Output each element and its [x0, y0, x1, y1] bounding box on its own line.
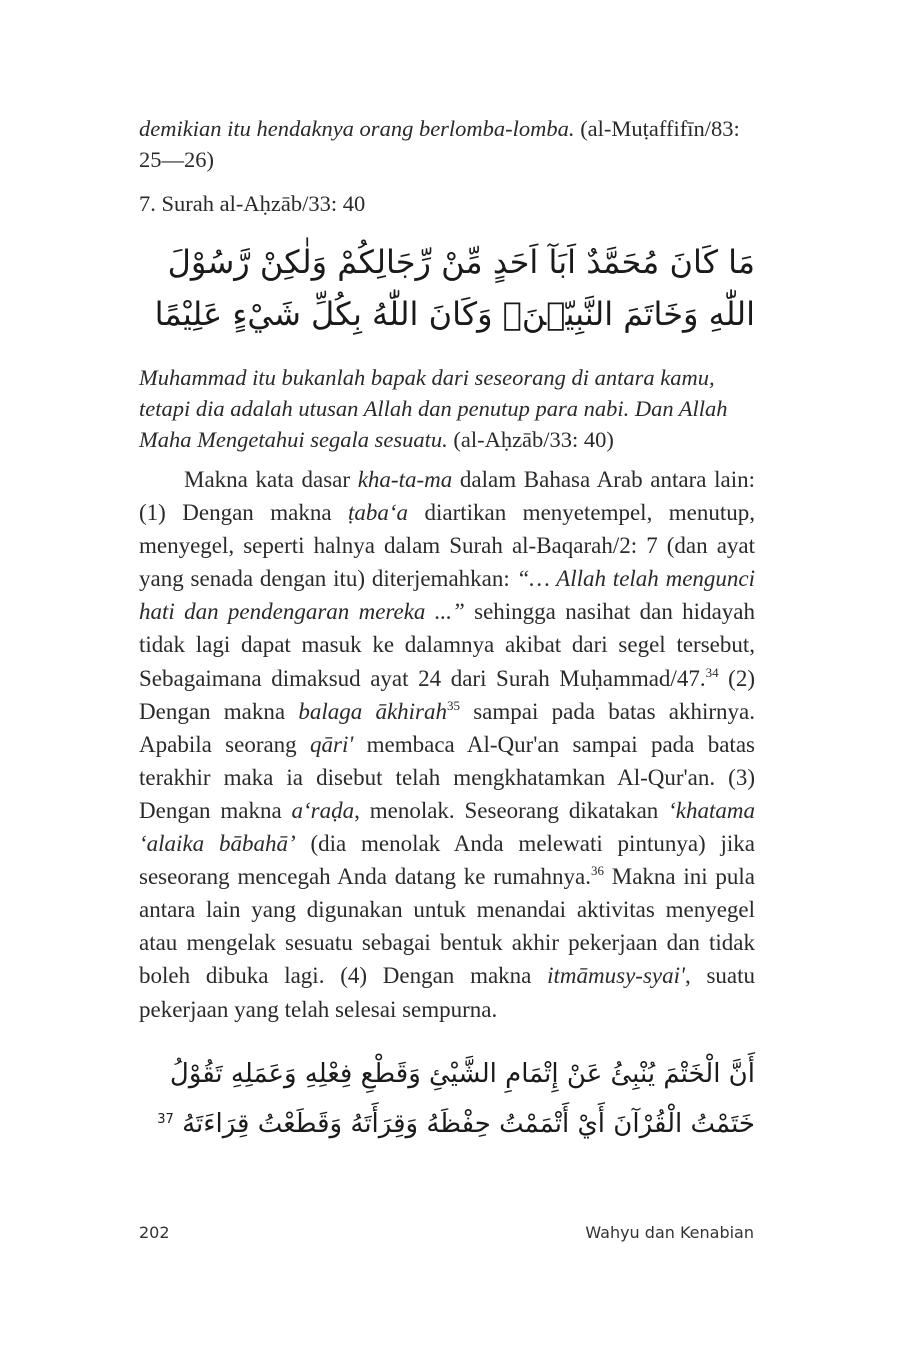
translation-reference: (al-Aḥzāb/33: 40) [447, 427, 614, 452]
page-number: 202 [139, 1223, 170, 1242]
body-term: itmāmusy-syai' [547, 963, 685, 989]
body-term: ‘khatama ‘alaika bābahā’ [139, 797, 755, 857]
surah-heading: 7. Surah al-Aḥzāb/33: 40 [139, 191, 366, 216]
top-paragraph-italic: demikian itu hendaknya orang berlomba-lomba. [139, 116, 575, 141]
body-text: membaca Al-Qur'an sampai pada batas terakhir maka ia disebut telah mengkhatamkan Al-Qur'an. (3) Dengan makna [139, 731, 755, 823]
body-quote: “… Allah telah mengunci hati dan pendengaran mereka ...” [139, 566, 756, 625]
body-term: qāri' [310, 731, 354, 757]
top-paragraph-reference: (al-Muṭaffifīn/83: 25—26) [139, 116, 740, 172]
arabic-quote-text: أَنَّ الْخَتْمَ يُنْبِئُ عَنْ إِتْمَامِ الشَّيْئِ وَقَطْعِ فِعْلِهِ وَعَمَلِهِ تَقُوْلُ خَتَمْتُ الْقُرْآنَ أَيْ أَتْمَمْتُ حِفْظَهُ وَقِرَأَتَهُ وَقَطَعْتُ قِرَاءَتَهُ [169, 1059, 755, 1139]
footnote-ref-36[interactable]: 36 [590, 863, 604, 879]
body-text: (dia menolak Anda melewati pintunya) jika seseorang mencegah Anda datang ke rumahnya. [139, 831, 756, 890]
body-text: sehingga nasihat dan hidayah tidak lagi dapat masuk ke dalamnya akibat dari segel tersebut, Sebagaimana dimaksud ayat 24 dari Surah Muḥammad/47. [139, 599, 755, 691]
quran-verse-arabic: مَا كَانَ مُحَمَّدٌ اَبَآ اَحَدٍ مِّنْ رِّجَالِكُمْ وَلٰكِنْ رَّسُوْلَ اللّٰهِ وَخَاتَمَ النَّبِيّٖنَۗ وَكَانَ اللّٰهُ بِكُلِّ شَيْءٍ عَلِيْمًا [154, 243, 755, 333]
body-term: kha-ta-ma [357, 467, 453, 492]
footnote-ref-37[interactable]: 37 [157, 1112, 174, 1127]
arabic-quote [139, 1049, 755, 1149]
running-title: Wahyu dan Kenabian [585, 1223, 754, 1242]
body-text: dalam Bahasa Arab antara lain: (1) Dengan makna [139, 467, 755, 526]
body-text: sampai pada batas akhirnya. Apabila seorang [139, 698, 755, 757]
body-term: balaga ākhirah [298, 698, 447, 724]
footnote-ref-34[interactable]: 34 [705, 664, 719, 680]
translation-italic: Muhammad itu bukanlah bapak dari seseorang di antara kamu, tetapi dia adalah utusan Allah dan penutup para nabi. Dan Allah Maha Mengetahui segala sesuatu. [139, 365, 728, 452]
verse-translation [139, 362, 755, 455]
body-text: Makna ini pula antara lain yang digunakan untuk menandai aktivitas menyegel atau mengelak sesuatu sebagai bentuk akhir pekerjaan dan tidak boleh dibuka lagi. (4) Dengan makna [139, 864, 755, 989]
body-term: ṭaba‘a [347, 500, 409, 526]
body-text: (2) Dengan makna [139, 665, 755, 724]
body-text: Makna kata dasar [184, 467, 358, 492]
body-text: , menolak. Seseorang dikatakan [354, 797, 669, 823]
top-paragraph [139, 113, 755, 175]
body-paragraph [139, 463, 755, 1026]
body-text: diartikan menyetempel, menutup, menyegel, seperti halnya dalam Surah al-Baqarah/2: 7 (dan ayat yang senada dengan itu) diterjemahkan: [139, 500, 755, 592]
body-text: , suatu pekerjaan yang telah selesai sempurna. [139, 963, 755, 1022]
body-term: a‘raḍa [291, 797, 355, 823]
footnote-ref-35[interactable]: 35 [447, 697, 460, 713]
